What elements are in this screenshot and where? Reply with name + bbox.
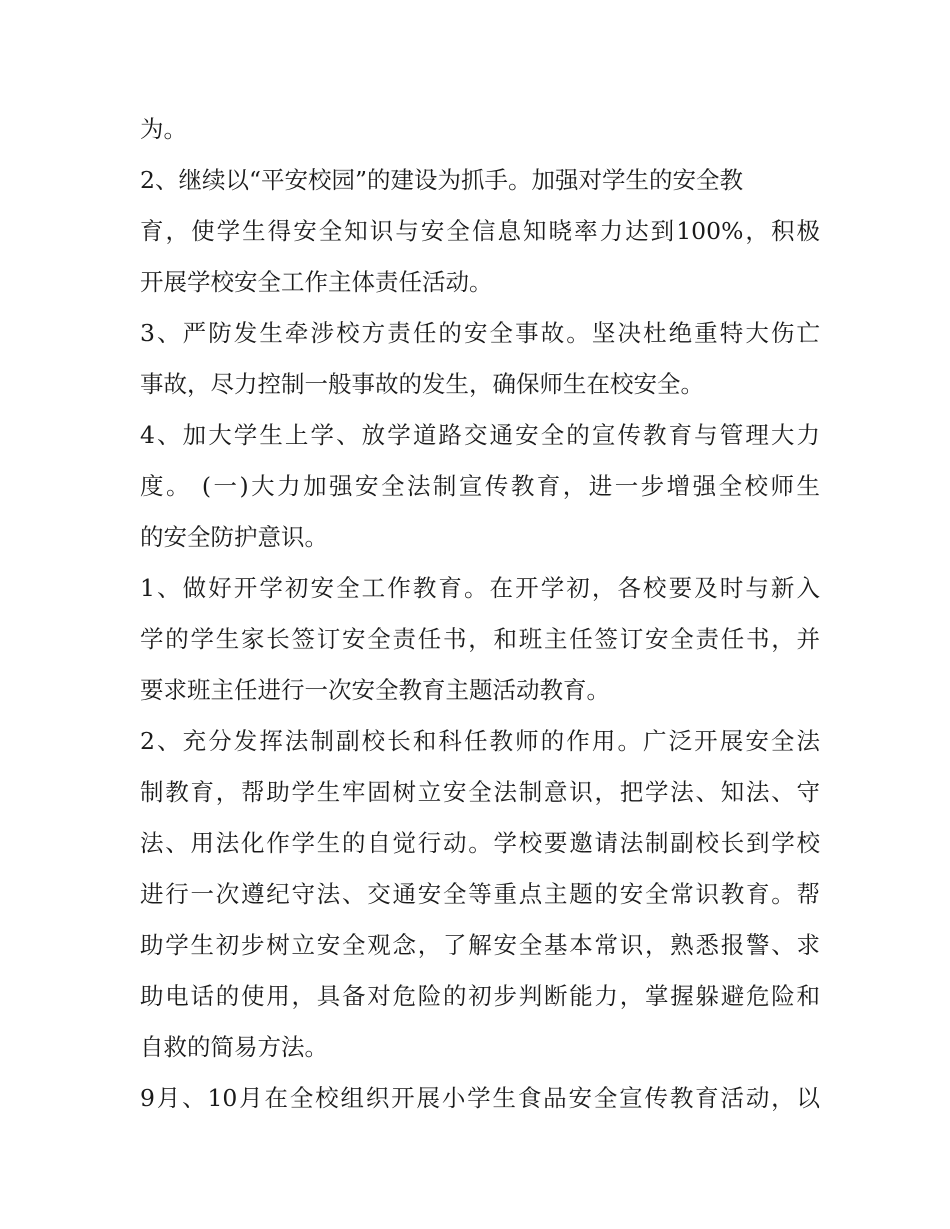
text-line: 自救的简易方法。 (140, 1033, 328, 1061)
text-line: 制教育，帮助学生牢固树立安全法制意识，把学法、知法、守 (140, 778, 820, 806)
text-line: 2、充分发挥法制副校长和科任教师的作用。广泛开展安全法 (140, 727, 820, 755)
text-line: 学的学生家长签订安全责任书，和班主任签订安全责任书，并 (140, 625, 820, 653)
text-line: 育，使学生得安全知识与安全信息知晓率力达到100%，积极 (140, 217, 820, 245)
text-line: 1、做好开学初安全工作教育。在开学初，各校要及时与新入 (140, 574, 820, 602)
text-line: 助电话的使用，具备对危险的初步判断能力，掌握躲避危险和 (140, 982, 820, 1010)
text-line: 开展学校安全工作主体责任活动。 (140, 268, 493, 296)
document-body (140, 104, 820, 1124)
text-line: 事故，尽力控制一般事故的发生，确保师生在校安全。 (140, 370, 704, 398)
text-line: 法、用法化作学生的自觉行动。学校要邀请法制副校长到学校 (140, 829, 820, 857)
text-line: 要求班主任进行一次安全教育主题活动教育。 (140, 676, 610, 704)
text-line: 度。 (一)大力加强安全法制宣传教育，进一步增强全校师生 (140, 472, 820, 500)
text-line: 3、严防发生牵涉校方责任的安全事故。坚决杜绝重特大伤亡 (140, 319, 820, 347)
text-line: 进行一次遵纪守法、交通安全等重点主题的安全常识教育。帮 (140, 880, 820, 908)
text-line: 助学生初步树立安全观念，了解安全基本常识，熟悉报警、求 (140, 931, 820, 959)
text-line: 2、继续以“平安校园”的建设为抓手。加强对学生的安全教 (140, 166, 743, 194)
text-line: 为。 (140, 115, 187, 143)
text-line: 的安全防护意识。 (140, 523, 328, 551)
text-line: 9月、10月在全校组织开展小学生食品安全宣传教育活动，以 (140, 1084, 820, 1112)
text-line: 4、加大学生上学、放学道路交通安全的宣传教育与管理大力 (140, 421, 820, 449)
